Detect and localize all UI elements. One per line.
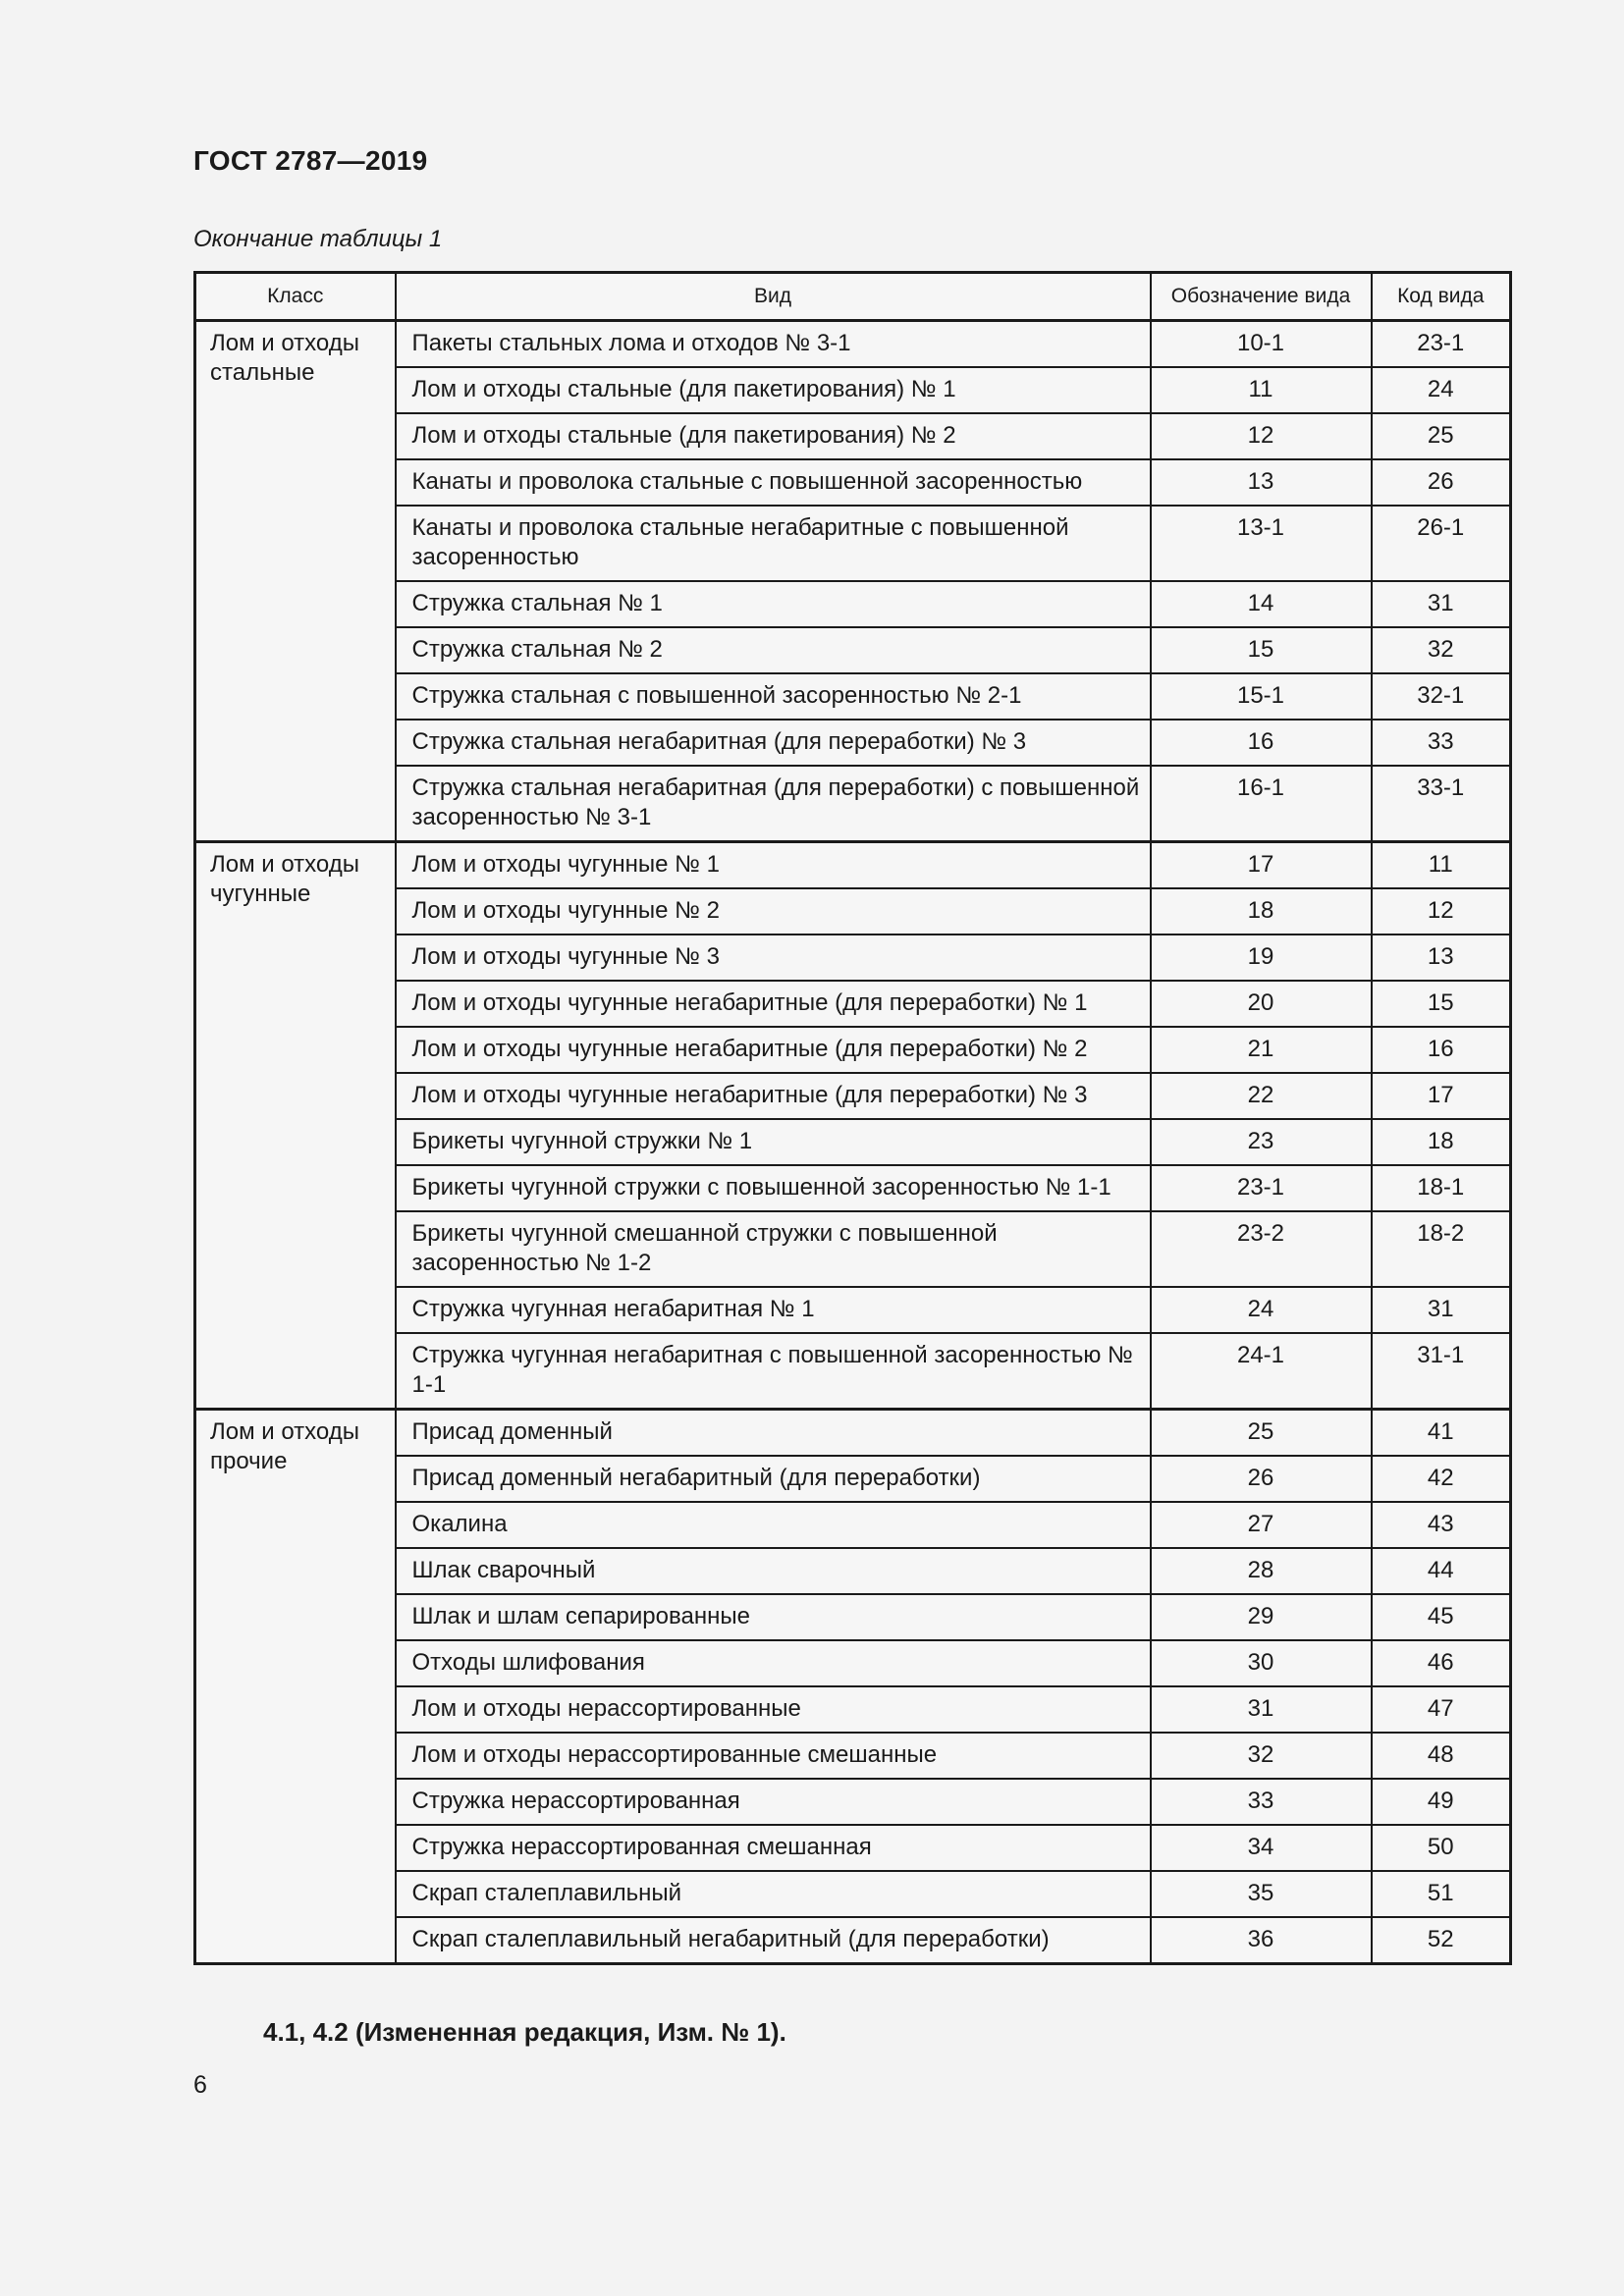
code-cell: 31-1 — [1372, 1333, 1511, 1410]
designation-cell: 13-1 — [1151, 506, 1372, 581]
code-cell: 23-1 — [1372, 321, 1511, 368]
designation-cell: 15-1 — [1151, 673, 1372, 720]
table-caption: Окончание таблицы 1 — [193, 226, 443, 252]
code-cell: 50 — [1372, 1825, 1511, 1871]
kind-cell: Лом и отходы чугунные негабаритные (для переработки) № 3 — [396, 1073, 1151, 1119]
code-cell: 25 — [1372, 413, 1511, 459]
designation-cell: 29 — [1151, 1594, 1372, 1640]
kind-cell: Шлак и шлам сепарированные — [396, 1594, 1151, 1640]
kind-cell: Брикеты чугунной стружки с повышенной засоренностью № 1-1 — [396, 1165, 1151, 1211]
designation-cell: 33 — [1151, 1779, 1372, 1825]
designation-cell: 10-1 — [1151, 321, 1372, 368]
page-number: 6 — [193, 2071, 207, 2099]
column-header-designation: Обозначение вида — [1151, 273, 1372, 321]
designation-cell: 28 — [1151, 1548, 1372, 1594]
kind-cell: Стружка нерассортированная — [396, 1779, 1151, 1825]
code-cell: 11 — [1372, 842, 1511, 889]
kind-cell: Стружка нерассортированная смешанная — [396, 1825, 1151, 1871]
kind-cell: Лом и отходы нерассортированные смешанные — [396, 1733, 1151, 1779]
code-cell: 49 — [1372, 1779, 1511, 1825]
code-cell: 32 — [1372, 627, 1511, 673]
code-cell: 51 — [1372, 1871, 1511, 1917]
class-cell: Лом и отходы прочие — [195, 1410, 396, 1964]
designation-cell: 27 — [1151, 1502, 1372, 1548]
designation-cell: 35 — [1151, 1871, 1372, 1917]
kind-cell: Лом и отходы чугунные № 3 — [396, 934, 1151, 981]
designation-cell: 23-1 — [1151, 1165, 1372, 1211]
code-cell: 15 — [1372, 981, 1511, 1027]
designation-cell: 11 — [1151, 367, 1372, 413]
designation-cell: 23 — [1151, 1119, 1372, 1165]
kind-cell: Окалина — [396, 1502, 1151, 1548]
code-cell: 33-1 — [1372, 766, 1511, 842]
kind-cell: Присад доменный — [396, 1410, 1151, 1457]
code-cell: 12 — [1372, 888, 1511, 934]
designation-cell: 30 — [1151, 1640, 1372, 1686]
designation-cell: 23-2 — [1151, 1211, 1372, 1287]
table-row — [195, 1410, 1511, 1457]
code-cell: 31 — [1372, 1287, 1511, 1333]
code-cell: 13 — [1372, 934, 1511, 981]
code-cell: 18-2 — [1372, 1211, 1511, 1287]
designation-cell: 21 — [1151, 1027, 1372, 1073]
table-header-row — [195, 273, 1511, 321]
amendment-note: 4.1, 4.2 (Измененная редакция, Изм. № 1). — [263, 2017, 786, 2047]
kind-cell: Шлак сварочный — [396, 1548, 1151, 1594]
code-cell: 48 — [1372, 1733, 1511, 1779]
kind-cell: Скрап сталеплавильный — [396, 1871, 1151, 1917]
code-cell: 45 — [1372, 1594, 1511, 1640]
designation-cell: 34 — [1151, 1825, 1372, 1871]
code-cell: 17 — [1372, 1073, 1511, 1119]
designation-cell: 18 — [1151, 888, 1372, 934]
designation-cell: 12 — [1151, 413, 1372, 459]
code-cell: 47 — [1372, 1686, 1511, 1733]
designation-cell: 20 — [1151, 981, 1372, 1027]
table-row — [195, 321, 1511, 368]
code-cell: 52 — [1372, 1917, 1511, 1964]
code-cell: 32-1 — [1372, 673, 1511, 720]
kind-cell: Брикеты чугунной стружки № 1 — [396, 1119, 1151, 1165]
table-row — [195, 842, 1511, 889]
kind-cell: Отходы шлифования — [396, 1640, 1151, 1686]
kind-cell: Лом и отходы чугунные № 2 — [396, 888, 1151, 934]
code-cell: 33 — [1372, 720, 1511, 766]
kind-cell: Лом и отходы стальные (для пакетирования) № 1 — [396, 367, 1151, 413]
code-cell: 44 — [1372, 1548, 1511, 1594]
kind-cell: Присад доменный негабаритный (для переработки) — [396, 1456, 1151, 1502]
kind-cell: Стружка стальная № 1 — [396, 581, 1151, 627]
designation-cell: 19 — [1151, 934, 1372, 981]
code-cell: 41 — [1372, 1410, 1511, 1457]
code-cell: 42 — [1372, 1456, 1511, 1502]
kind-cell: Стружка стальная № 2 — [396, 627, 1151, 673]
kind-cell: Лом и отходы чугунные негабаритные (для переработки) № 2 — [396, 1027, 1151, 1073]
kind-cell: Брикеты чугунной смешанной стружки с повышенной засоренностью № 1-2 — [396, 1211, 1151, 1287]
kind-cell: Лом и отходы стальные (для пакетирования) № 2 — [396, 413, 1151, 459]
kind-cell: Стружка стальная негабаритная (для переработки) с повышенной засоренностью № 3-1 — [396, 766, 1151, 842]
kind-cell: Стружка чугунная негабаритная с повышенной засоренностью № 1-1 — [396, 1333, 1151, 1410]
code-cell: 26 — [1372, 459, 1511, 506]
designation-cell: 22 — [1151, 1073, 1372, 1119]
designation-cell: 16 — [1151, 720, 1372, 766]
kind-cell: Стружка стальная негабаритная (для переработки) № 3 — [396, 720, 1151, 766]
kind-cell: Пакеты стальных лома и отходов № 3-1 — [396, 321, 1151, 368]
table-body — [195, 321, 1511, 1964]
designation-cell: 24-1 — [1151, 1333, 1372, 1410]
code-cell: 16 — [1372, 1027, 1511, 1073]
kind-cell: Лом и отходы нерассортированные — [396, 1686, 1151, 1733]
kind-cell: Канаты и проволока стальные с повышенной засоренностью — [396, 459, 1151, 506]
code-cell: 46 — [1372, 1640, 1511, 1686]
designation-cell: 36 — [1151, 1917, 1372, 1964]
code-cell: 26-1 — [1372, 506, 1511, 581]
class-cell: Лом и отходы чугунные — [195, 842, 396, 1410]
code-cell: 24 — [1372, 367, 1511, 413]
designation-cell: 31 — [1151, 1686, 1372, 1733]
kind-cell: Канаты и проволока стальные негабаритные с повышенной засоренностью — [396, 506, 1151, 581]
designation-cell: 14 — [1151, 581, 1372, 627]
designation-cell: 16-1 — [1151, 766, 1372, 842]
kind-cell: Стружка стальная с повышенной засоренностью № 2-1 — [396, 673, 1151, 720]
designation-cell: 24 — [1151, 1287, 1372, 1333]
designation-cell: 13 — [1151, 459, 1372, 506]
kind-cell: Лом и отходы чугунные № 1 — [396, 842, 1151, 889]
designation-cell: 26 — [1151, 1456, 1372, 1502]
document-header: ГОСТ 2787—2019 — [193, 145, 428, 176]
code-cell: 31 — [1372, 581, 1511, 627]
scrap-classification-table — [193, 271, 1512, 1965]
column-header-class: Класс — [195, 273, 396, 321]
kind-cell: Лом и отходы чугунные негабаритные (для переработки) № 1 — [396, 981, 1151, 1027]
designation-cell: 32 — [1151, 1733, 1372, 1779]
column-header-code: Код вида — [1372, 273, 1511, 321]
designation-cell: 15 — [1151, 627, 1372, 673]
kind-cell: Стружка чугунная негабаритная № 1 — [396, 1287, 1151, 1333]
column-header-kind: Вид — [396, 273, 1151, 321]
designation-cell: 17 — [1151, 842, 1372, 889]
code-cell: 43 — [1372, 1502, 1511, 1548]
code-cell: 18 — [1372, 1119, 1511, 1165]
class-cell: Лом и отходы стальные — [195, 321, 396, 842]
designation-cell: 25 — [1151, 1410, 1372, 1457]
code-cell: 18-1 — [1372, 1165, 1511, 1211]
kind-cell: Скрап сталеплавильный негабаритный (для переработки) — [396, 1917, 1151, 1964]
